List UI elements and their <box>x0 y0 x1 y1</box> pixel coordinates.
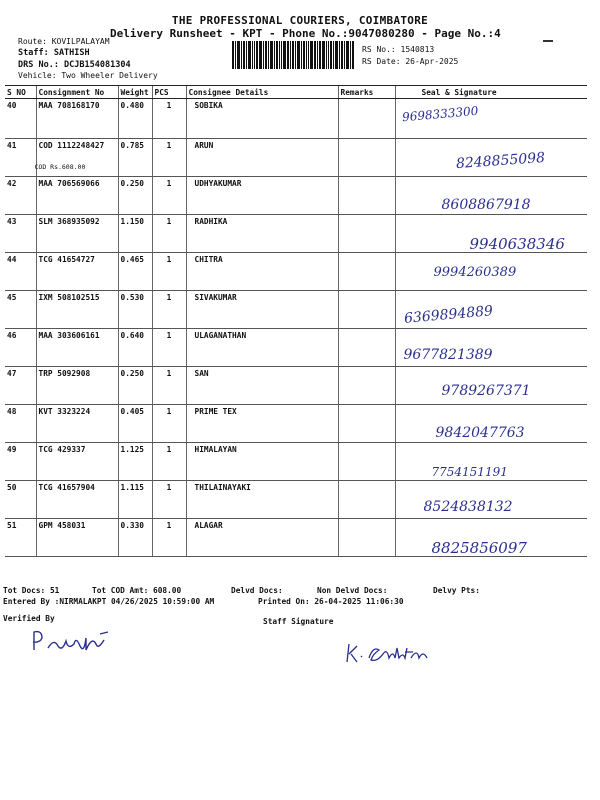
table-row <box>5 481 587 519</box>
verifier-signature <box>28 626 118 656</box>
consignee-name: SOBIKA <box>194 101 223 110</box>
consignee-name: HIMALAYAN <box>194 445 237 454</box>
table-row <box>5 443 587 481</box>
cell-sno: 44 <box>5 253 36 291</box>
handwritten-phone: 8248855098 <box>455 149 546 173</box>
cell-remarks <box>338 481 395 519</box>
col-pcs: PCS <box>152 86 186 99</box>
cell-remarks <box>338 99 395 139</box>
cell-consignee <box>186 215 338 253</box>
cell-consignee <box>186 177 338 215</box>
cell-sno: 47 <box>5 367 36 405</box>
cell-consignee <box>186 519 338 557</box>
cell-consignee <box>186 99 338 139</box>
entered-by: Entered By :NIRMALAKPT 04/26/2025 10:59:00 AM <box>3 597 215 606</box>
staff-signature <box>343 640 433 666</box>
cell-consignment: MAA 303606161 <box>36 329 118 367</box>
table-row <box>5 139 587 177</box>
cell-remarks <box>338 405 395 443</box>
consignee-name: CHITRA <box>194 255 223 264</box>
cell-sno: 41 <box>5 139 36 177</box>
cell-remarks <box>338 329 395 367</box>
consignment-number: COD 1112248427 <box>38 141 105 150</box>
cell-weight: 0.465 <box>118 253 152 291</box>
col-weight: Weight <box>118 86 152 99</box>
cell-weight: 1.125 <box>118 443 152 481</box>
handwritten-phone: 9698333300 <box>401 103 479 125</box>
handwritten-phone: 8524838132 <box>423 499 513 515</box>
cell-consignee <box>186 253 338 291</box>
cell-remarks <box>338 139 395 177</box>
cell-pcs: 1 <box>152 443 186 481</box>
cell-consignment: TRP 5092908 <box>36 367 118 405</box>
table-row <box>5 253 587 291</box>
cell-sno: 48 <box>5 405 36 443</box>
col-consignee: Consignee Details <box>186 86 338 99</box>
cell-weight: 0.640 <box>118 329 152 367</box>
cell-weight: 0.530 <box>118 291 152 329</box>
printed-on: Printed On: 26-04-2025 11:06:30 <box>258 597 404 606</box>
cell-signature <box>395 215 587 253</box>
total-docs: Tot Docs: 51 <box>3 586 60 595</box>
col-sno: S NO <box>5 86 36 99</box>
cell-weight: 0.785 <box>118 139 152 177</box>
cell-consignment <box>36 139 118 177</box>
col-signature: Seal & Signature <box>395 86 587 99</box>
cell-signature <box>395 177 587 215</box>
cell-remarks <box>338 443 395 481</box>
cell-remarks <box>338 253 395 291</box>
cell-signature <box>395 367 587 405</box>
cell-sno: 51 <box>5 519 36 557</box>
staff-signature-label: Staff Signature <box>263 617 334 626</box>
cell-signature <box>395 443 587 481</box>
cell-weight: 1.115 <box>118 481 152 519</box>
cell-weight: 0.250 <box>118 367 152 405</box>
consignee-name: ARUN <box>194 141 214 150</box>
cell-weight: 0.250 <box>118 177 152 215</box>
cell-signature <box>395 291 587 329</box>
consignee-name: ULAGANATHAN <box>194 331 247 340</box>
company-title: THE PROFESSIONAL COURIERS, COIMBATORE <box>171 14 429 27</box>
table-row <box>5 215 587 253</box>
delivery-points: Delvy Pts: <box>433 586 480 595</box>
cell-signature <box>395 253 587 291</box>
staff-label: Staff: SATHISH <box>18 48 90 58</box>
handwritten-phone: 7754151191 <box>431 465 508 479</box>
cell-pcs: 1 <box>152 291 186 329</box>
col-remarks: Remarks <box>338 86 395 99</box>
cell-weight: 0.480 <box>118 99 152 139</box>
cell-remarks <box>338 215 395 253</box>
cell-consignee <box>186 329 338 367</box>
handwritten-phone: 9994260389 <box>433 265 517 280</box>
cell-remarks <box>338 367 395 405</box>
total-cod-amount: Tot COD Amt: 608.00 <box>92 586 182 595</box>
runsheet-subtitle: Delivery Runsheet - KPT - Phone No.:9047080280 - Page No.:4 <box>110 27 501 40</box>
cell-sno: 40 <box>5 99 36 139</box>
runsheet-table <box>5 85 587 557</box>
cell-consignment: KVT 3323224 <box>36 405 118 443</box>
handwritten-phone: 6369894889 <box>402 303 494 327</box>
cell-consignee <box>186 405 338 443</box>
consignee-name: SAN <box>194 369 209 378</box>
cell-pcs: 1 <box>152 139 186 177</box>
cell-signature <box>395 481 587 519</box>
verified-by-label: Verified By <box>3 614 55 623</box>
handwritten-phone: 9789267371 <box>441 383 531 399</box>
handwritten-phone: 8608867918 <box>441 197 531 213</box>
drs-number: DRS No.: DCJB154081304 <box>18 60 131 70</box>
non-delivered-docs: Non Delvd Docs: <box>317 586 388 595</box>
table-row <box>5 177 587 215</box>
handwritten-phone: 9842047763 <box>435 425 525 441</box>
cell-consignee <box>186 443 338 481</box>
col-consignment: Consignment No <box>36 86 118 99</box>
consignee-name: RADHIKA <box>194 217 228 226</box>
rs-number: RS No.: 1540813 <box>362 45 435 54</box>
cell-sno: 42 <box>5 177 36 215</box>
cell-consignment: IXM 508102515 <box>36 291 118 329</box>
consignee-name: THILAINAYAKI <box>194 483 251 492</box>
table-row <box>5 329 587 367</box>
cell-signature <box>395 99 587 139</box>
consignee-name: PRIME TEX <box>194 407 237 416</box>
delivered-docs: Delvd Docs: <box>231 586 283 595</box>
cell-weight: 0.405 <box>118 405 152 443</box>
route-label: Route: KOVILPALAYAM <box>18 37 110 46</box>
consignee-name: ALAGAR <box>194 521 223 530</box>
cell-remarks <box>338 291 395 329</box>
cell-pcs: 1 <box>152 99 186 139</box>
cell-consignment: GPM 458031 <box>36 519 118 557</box>
cell-consignment: MAA 706569066 <box>36 177 118 215</box>
cell-consignment: MAA 708168170 <box>36 99 118 139</box>
cell-pcs: 1 <box>152 177 186 215</box>
cell-pcs: 1 <box>152 215 186 253</box>
cell-pcs: 1 <box>152 481 186 519</box>
cell-pcs: 1 <box>152 367 186 405</box>
rs-date: RS Date: 26-Apr-2025 <box>362 57 459 66</box>
cell-sno: 43 <box>5 215 36 253</box>
table-row <box>5 405 587 443</box>
cell-consignee <box>186 139 338 177</box>
cell-sno: 50 <box>5 481 36 519</box>
cell-remarks <box>338 177 395 215</box>
table-row <box>5 367 587 405</box>
barcode <box>232 41 354 69</box>
cod-amount-note: COD Rs.608.00 <box>34 163 86 171</box>
cell-pcs: 1 <box>152 405 186 443</box>
cell-consignee <box>186 291 338 329</box>
vehicle-label: Vehicle: Two Wheeler Delivery <box>18 71 158 80</box>
cell-consignee <box>186 481 338 519</box>
consignee-name: SIVAKUMAR <box>194 293 237 302</box>
table-header-row <box>5 86 587 99</box>
cell-sno: 49 <box>5 443 36 481</box>
handwritten-phone: 8825856097 <box>431 539 527 557</box>
cell-signature <box>395 139 587 177</box>
cell-pcs: 1 <box>152 519 186 557</box>
cell-weight: 1.150 <box>118 215 152 253</box>
cell-pcs: 1 <box>152 329 186 367</box>
cell-remarks <box>338 519 395 557</box>
table-row <box>5 291 587 329</box>
cell-signature <box>395 329 587 367</box>
cell-sno: 45 <box>5 291 36 329</box>
cell-sno: 46 <box>5 329 36 367</box>
cell-signature <box>395 519 587 557</box>
cell-consignee <box>186 367 338 405</box>
consignee-name: UDHYAKUMAR <box>194 179 242 188</box>
cell-pcs: 1 <box>152 253 186 291</box>
table-row <box>5 99 587 139</box>
cell-consignment: TCG 41657904 <box>36 481 118 519</box>
page-dash-mark <box>543 40 553 42</box>
cell-consignment: TCG 41654727 <box>36 253 118 291</box>
cell-consignment: TCG 429337 <box>36 443 118 481</box>
cell-consignment: SLM 368935092 <box>36 215 118 253</box>
cell-weight: 0.330 <box>118 519 152 557</box>
handwritten-phone: 9940638346 <box>469 235 565 253</box>
cell-signature <box>395 405 587 443</box>
table-row <box>5 519 587 557</box>
handwritten-phone: 9677821389 <box>403 347 493 363</box>
